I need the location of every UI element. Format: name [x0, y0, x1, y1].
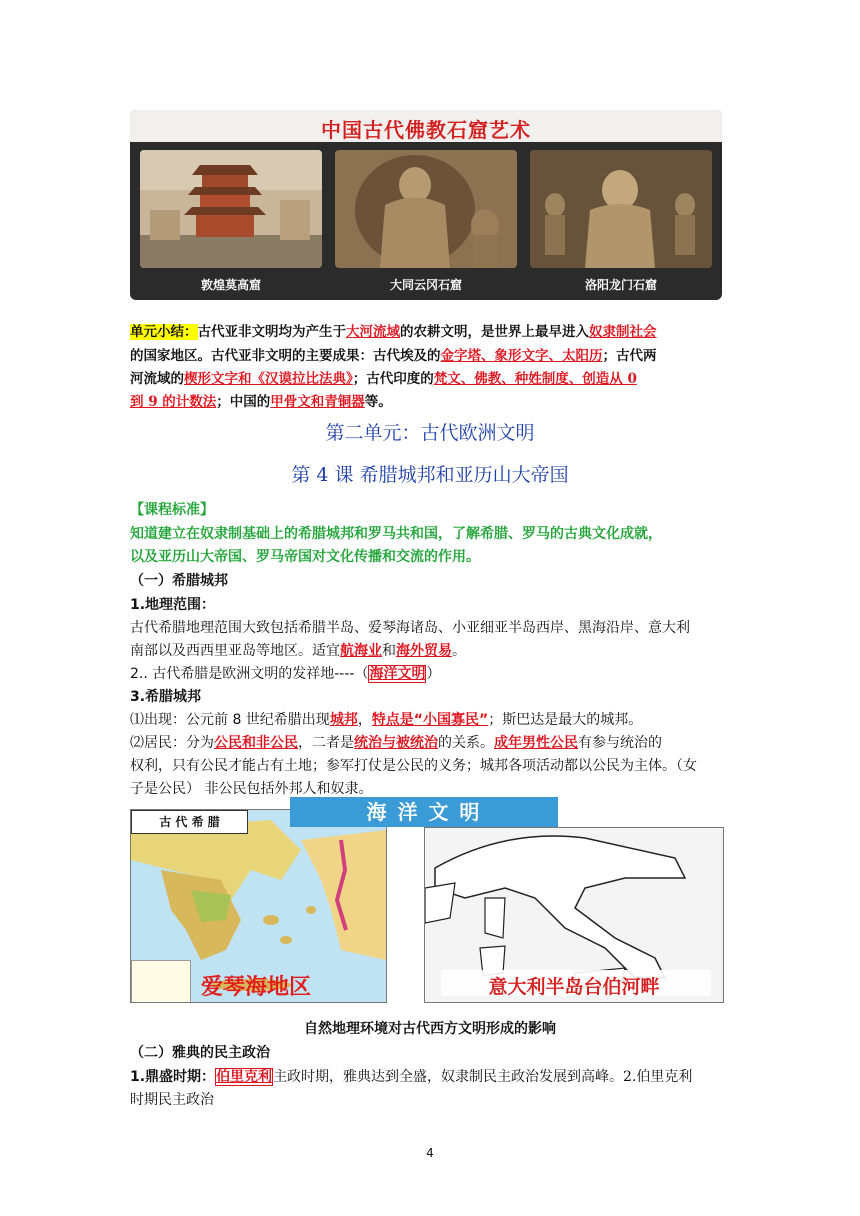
greece-map-title: 古 代 希 腊 [131, 810, 248, 834]
greece-map-label: 爱琴海地区 [201, 975, 312, 1000]
map-caption: 自然地理环境对古代西方文明形成的影响 [304, 1021, 556, 1037]
peak-line-2: 时期民主政治 [130, 1092, 214, 1108]
section2-heading: （二）雅典的民主政治 [130, 1045, 270, 1061]
italy-map-label: 意大利半岛台伯河畔 [488, 976, 660, 998]
unit-title: 第二单元：古代欧洲文明 [325, 422, 535, 444]
residents-line-2: 权利，只有公民才能占有土地；参军打仗是公民的义务；城邦各项活动都以公民为主体。（女 [130, 758, 697, 774]
geo-line-2: 南部以及西西里亚岛等地区。适宜航海业和海外贸易。 [130, 643, 466, 659]
greece-map [130, 809, 387, 1003]
geo-label: 1.地理范围： [130, 597, 216, 613]
pericles-answer: 伯里克利 [216, 1069, 273, 1085]
origin-line: 2.. 古代希腊是欧洲文明的发祥地----（海洋文明） [130, 666, 441, 682]
peak-line-1: 1.鼎盛时期：伯里克利主政时期，雅典达到全盛，奴隶制民主政治发展到高峰。2.伯里克利 [130, 1069, 693, 1085]
residents-line-1: ⑵居民：分为公民和非公民，二者是统治与被统治的关系。成年男性公民有参与统治的 [130, 735, 662, 751]
mogao-photo [140, 150, 322, 268]
summary-line-1: 单元小结：古代亚非文明均为产生于大河流域的农耕文明，是世界上最早进入奴隶制社会 [130, 324, 657, 340]
mogao-caption: 敦煌莫高窟 [200, 278, 261, 292]
city-state-label: 3.希腊城邦 [130, 689, 202, 705]
summary-line-4: 到 9 的计数法；中国的甲骨文和青铜器等。 [130, 394, 392, 410]
standard-line-2: 以及亚历山大帝国、罗马帝国对文化传播和交流的作用。 [130, 549, 480, 565]
geo-line-1: 古代希腊地理范围大致包括希腊半岛、爱琴海诸岛、小亚细亚半岛西岸、黑海沿岸、意大利 [130, 620, 690, 636]
yungang-caption: 大同云冈石窟 [389, 278, 462, 292]
greece-map-legend [131, 960, 191, 1003]
longmen-caption: 洛阳龙门石窟 [584, 278, 657, 292]
summary-label: 单元小结： [130, 324, 198, 340]
map-figure [130, 797, 722, 1003]
ocean-civilization-answer: 海洋文明 [369, 666, 426, 682]
summary-line-3: 河流域的楔形文字和《汉谟拉比法典》；古代印度的梵文、佛教、种姓制度、创造从 0 [130, 371, 637, 387]
italy-map [424, 827, 724, 1003]
grotto-title: 中国古代佛教石窟艺术 [321, 118, 531, 142]
lesson-title: 第 4 课 希腊城邦和亚历山大帝国 [291, 464, 569, 486]
grotto-figure [130, 110, 722, 300]
page-number: 4 [426, 1146, 434, 1160]
section1-heading: （一）希腊城邦 [130, 573, 228, 589]
longmen-photo [530, 150, 712, 268]
residents-line-3: 子是公民） 非公民包括外邦人和奴隶。 [130, 781, 373, 797]
yungang-photo [335, 150, 517, 268]
standard-label: 【课程标准】 [130, 502, 214, 518]
summary-line-2: 的国家地区。古代亚非文明的主要成果：古代埃及的金字塔、象形文字、太阳历；古代两 [130, 348, 657, 364]
emergence-line: ⑴出现：公元前 8 世纪希腊出现城邦，特点是“小国寡民”；斯巴达是最大的城邦。 [130, 712, 643, 728]
standard-line-1: 知道建立在奴隶制基础上的希腊城邦和罗马共和国，了解希腊、罗马的古典文化成就， [130, 526, 662, 542]
ocean-civilization-banner: 海 洋 文 明 [290, 797, 558, 827]
